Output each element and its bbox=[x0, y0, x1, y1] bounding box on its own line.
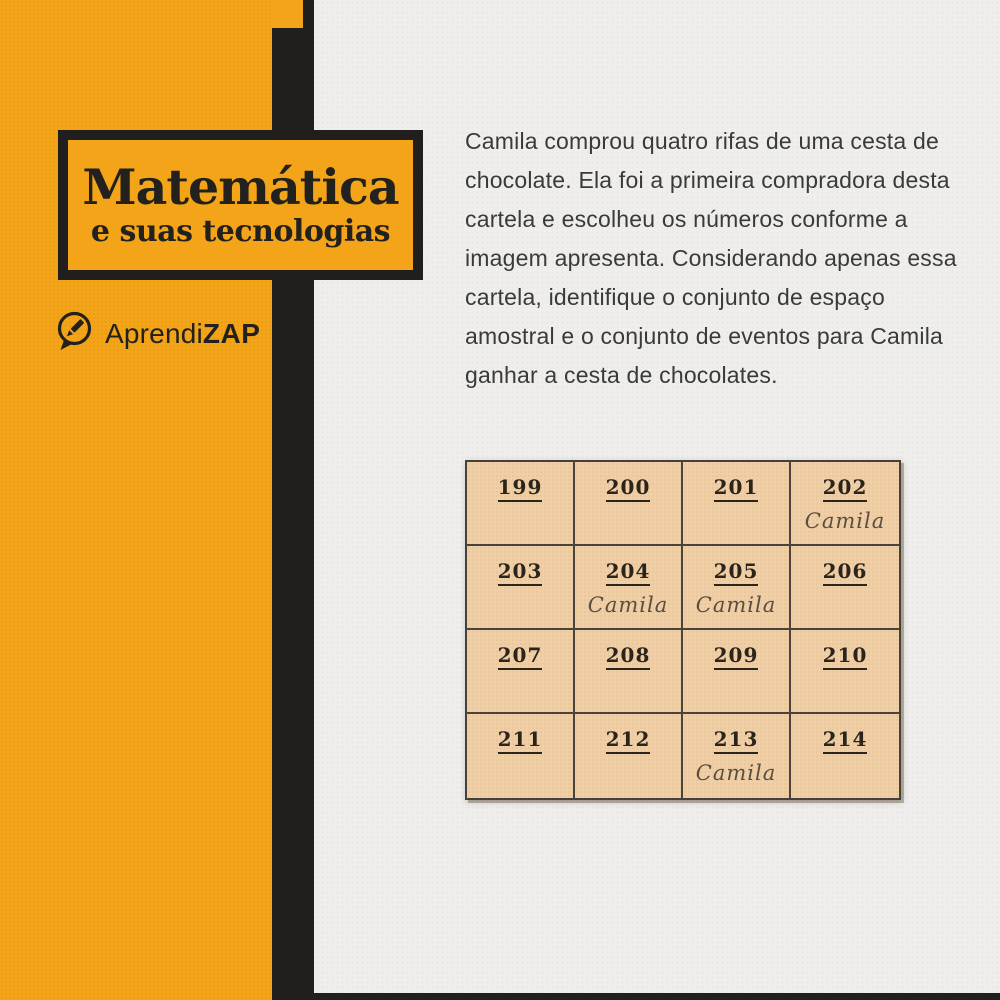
raffle-number: 200 bbox=[606, 475, 651, 502]
logo-text-regular: Aprendi bbox=[105, 317, 203, 349]
raffle-cell-203 bbox=[467, 546, 575, 630]
raffle-cell-208 bbox=[575, 630, 683, 714]
raffle-cell-212 bbox=[575, 714, 683, 798]
raffle-cell-204 bbox=[575, 546, 683, 630]
brand-logo-text bbox=[105, 318, 260, 350]
page-subtitle: e suas tecnologias bbox=[90, 213, 391, 249]
buyer-signature: Camila bbox=[695, 761, 777, 785]
buyer-signature: Camila bbox=[587, 593, 669, 617]
raffle-number: 210 bbox=[823, 643, 868, 670]
raffle-cell-206 bbox=[791, 546, 899, 630]
subject-title-box bbox=[58, 130, 423, 280]
brand-logo bbox=[54, 310, 260, 357]
raffle-number: 201 bbox=[714, 475, 759, 502]
raffle-number: 209 bbox=[714, 643, 759, 670]
raffle-cell-200 bbox=[575, 462, 683, 546]
raffle-cell-207 bbox=[467, 630, 575, 714]
orange-top-tab bbox=[272, 0, 303, 28]
raffle-cell-209 bbox=[683, 630, 791, 714]
raffle-card-grid bbox=[465, 460, 901, 800]
raffle-cell-210 bbox=[791, 630, 899, 714]
raffle-number: 214 bbox=[823, 727, 868, 754]
raffle-cell-214 bbox=[791, 714, 899, 798]
raffle-cell-199 bbox=[467, 462, 575, 546]
raffle-number: 212 bbox=[606, 727, 651, 754]
raffle-cell-201 bbox=[683, 462, 791, 546]
logo-text-bold: ZAP bbox=[202, 317, 261, 349]
raffle-number: 199 bbox=[498, 475, 543, 502]
raffle-number: 213 bbox=[714, 727, 759, 754]
page-title: Matemática bbox=[82, 157, 399, 216]
bottom-black-bar bbox=[314, 993, 1000, 1000]
raffle-number: 203 bbox=[498, 559, 543, 586]
question-text: Camila comprou quatro rifas de uma cesta de chocolate. Ela foi a primeira compradora desta cartela e escolheu os números conforme a imagem apresenta. Considerando apenas essa cartela, identifique o conjunto de espaço amostral e o conjunto de eventos para Camila ganhar a cesta de chocolates. bbox=[465, 128, 957, 388]
raffle-number: 204 bbox=[606, 559, 651, 586]
buyer-signature: Camila bbox=[695, 593, 777, 617]
raffle-number: 207 bbox=[498, 643, 543, 670]
raffle-cell-202 bbox=[791, 462, 899, 546]
raffle-number: 208 bbox=[606, 643, 651, 670]
raffle-cell-211 bbox=[467, 714, 575, 798]
raffle-number: 202 bbox=[823, 475, 868, 502]
raffle-cell-213 bbox=[683, 714, 791, 798]
raffle-number: 211 bbox=[498, 727, 543, 754]
raffle-number: 205 bbox=[714, 559, 759, 586]
buyer-signature: Camila bbox=[804, 509, 886, 533]
raffle-cell-205 bbox=[683, 546, 791, 630]
pencil-speech-bubble-icon bbox=[54, 310, 94, 357]
raffle-number: 206 bbox=[823, 559, 868, 586]
